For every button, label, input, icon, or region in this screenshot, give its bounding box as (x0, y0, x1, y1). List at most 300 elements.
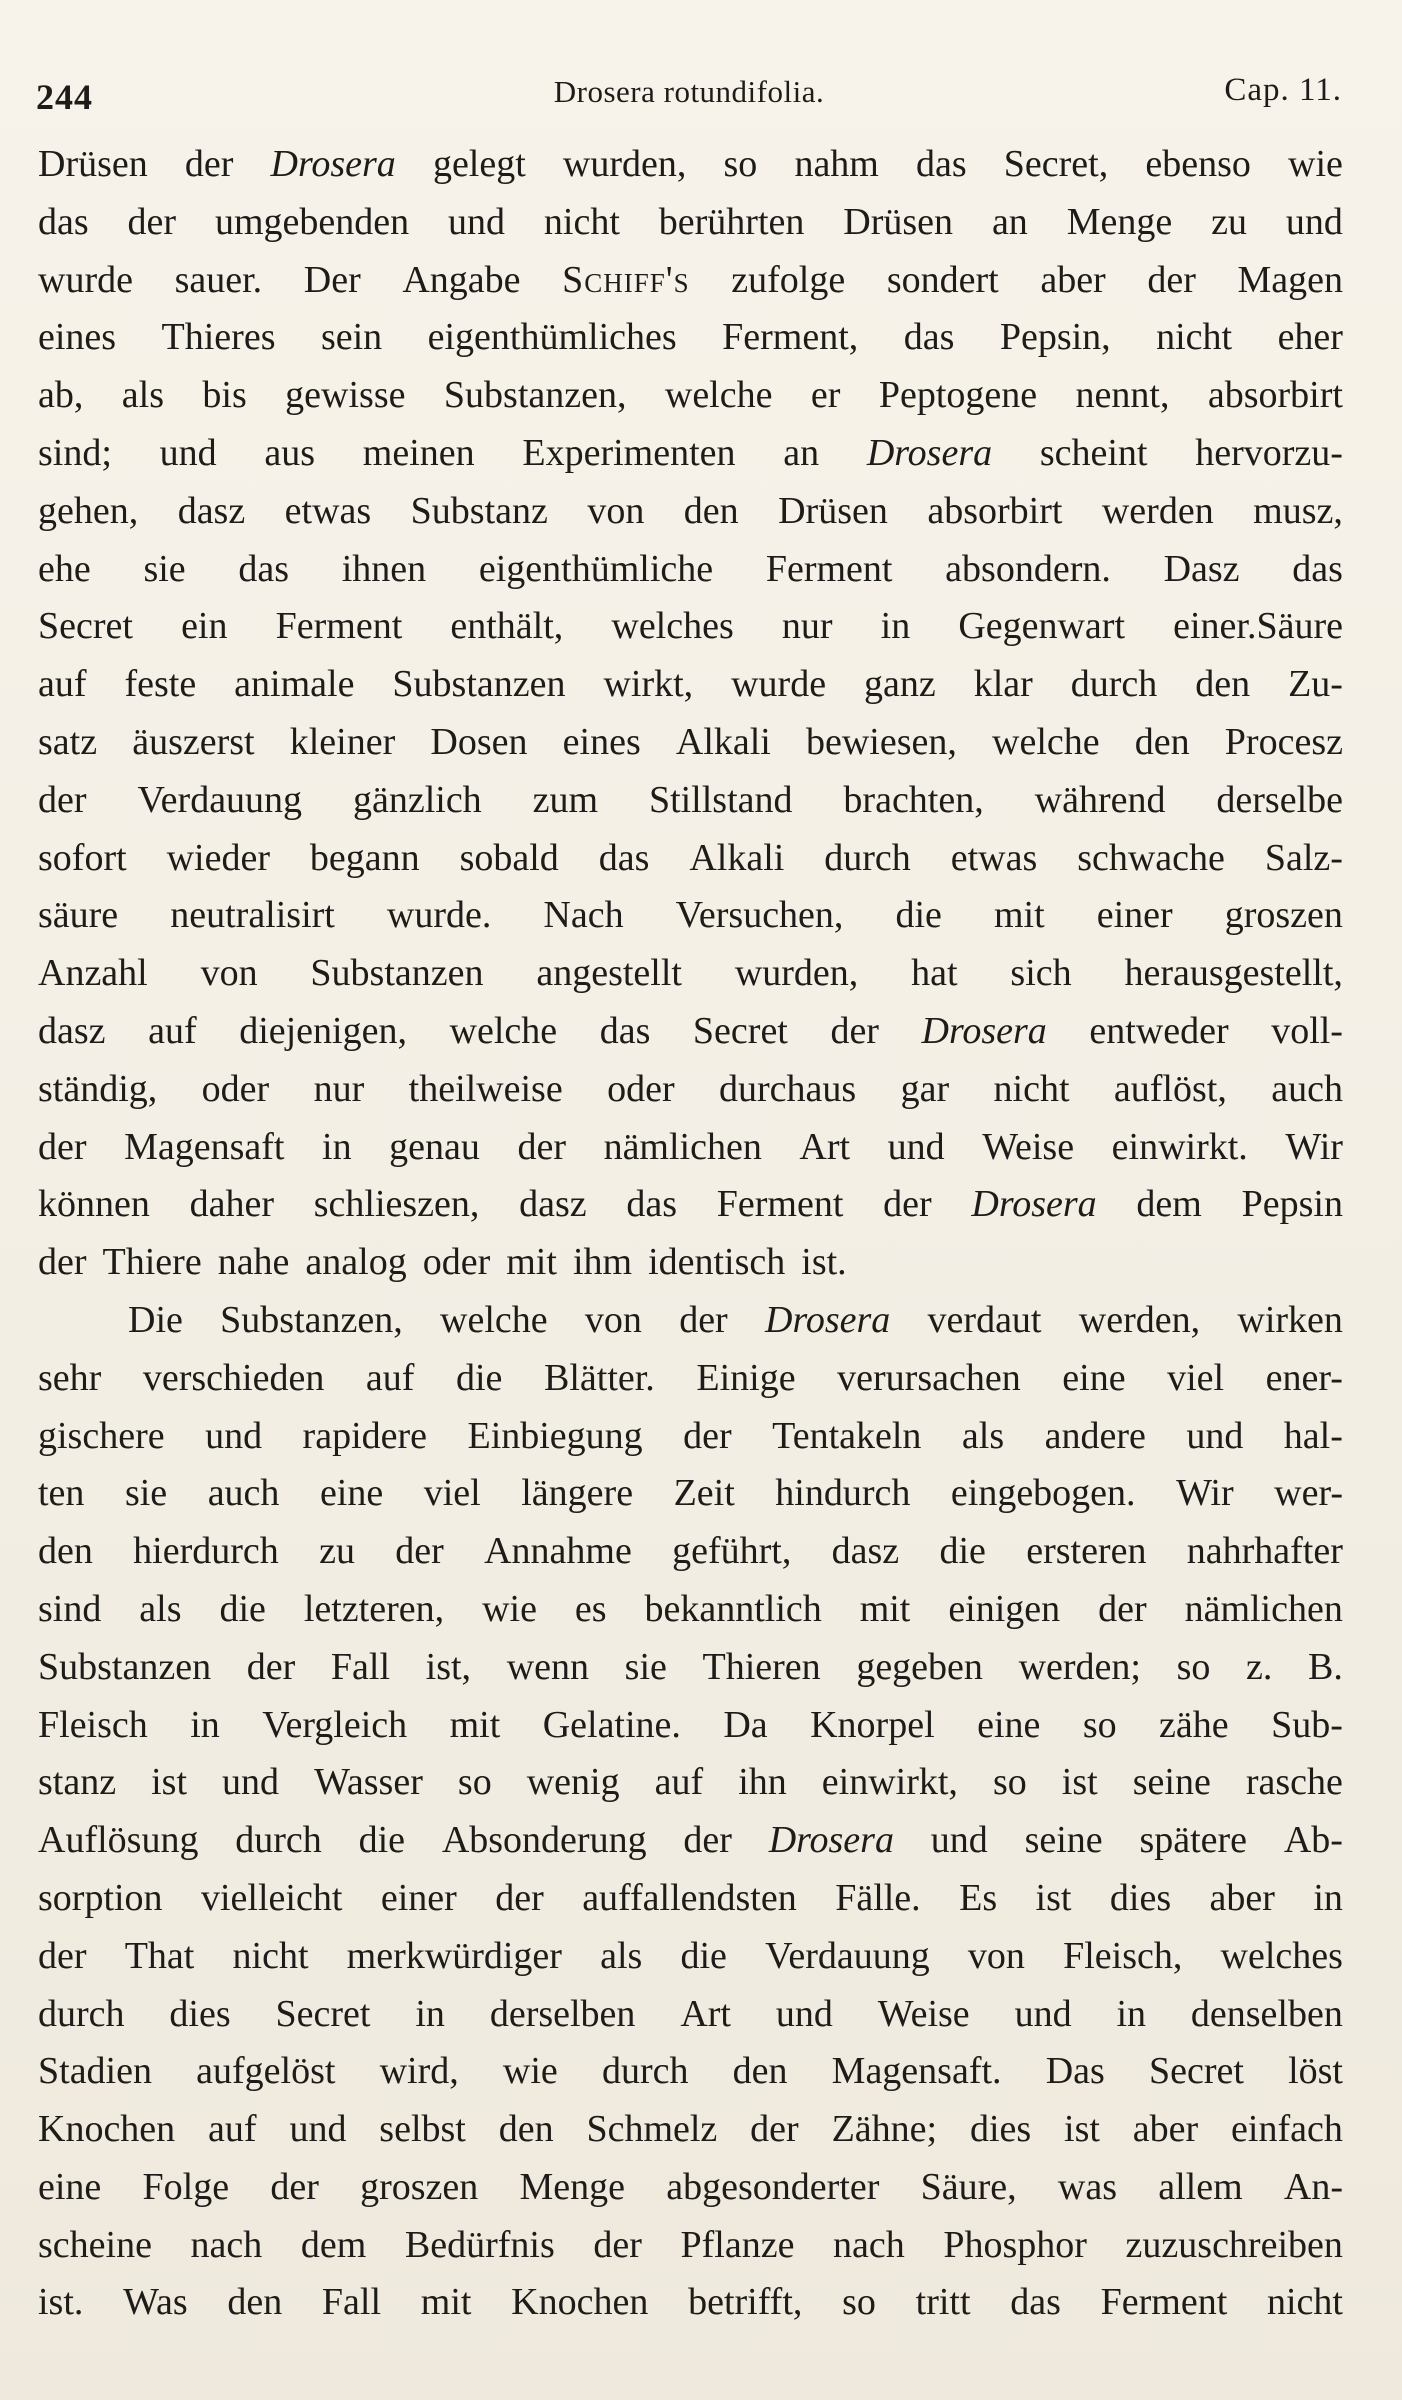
word: nicht (993, 1067, 1070, 1110)
word: dem (1136, 1183, 1202, 1226)
page-number: 244 (36, 77, 93, 117)
word: und (205, 1414, 263, 1457)
word: kleiner (289, 720, 396, 763)
word: Es (959, 1876, 998, 1919)
running-title: Drosera rotundifolia. (553, 74, 825, 109)
text-line (38, 662, 1343, 720)
word: gischere (38, 1414, 165, 1457)
word: ist. (38, 2281, 84, 2324)
word: wurden, (734, 952, 859, 995)
word: wenn (506, 1645, 590, 1688)
word: welche (449, 1009, 558, 1052)
word: das (1010, 2281, 1061, 2324)
word: enthält, (450, 605, 564, 648)
word: nicht (1266, 2281, 1343, 2324)
word: von (200, 952, 258, 995)
text-line (38, 1587, 1343, 1645)
word: begann (309, 836, 420, 879)
word: oder (607, 1067, 675, 1110)
word: nennt, (1075, 374, 1170, 417)
word: viel (1167, 1356, 1225, 1399)
word: aber (1209, 1876, 1275, 1919)
word: bekanntlich (644, 1587, 822, 1630)
text-line (38, 489, 1343, 547)
text-line (38, 836, 1343, 894)
word: Weise (982, 1125, 1075, 1168)
word: die (680, 1934, 727, 1977)
word: Anzahl (38, 952, 148, 995)
word: einer (380, 1876, 457, 1919)
word: Die (128, 1298, 183, 1341)
word: Secret (692, 1009, 788, 1052)
word: schwache (1077, 836, 1225, 879)
word: durch (601, 2050, 689, 2093)
word: auffallendsten (582, 1876, 797, 1919)
word: Zähne; (831, 2108, 938, 2151)
word: der (38, 1241, 87, 1284)
word: klar (973, 663, 1033, 706)
word: Fall (321, 2281, 382, 2324)
word: ab, (38, 374, 84, 417)
word: Pflanze (680, 2223, 795, 2266)
word: ener- (1265, 1356, 1343, 1399)
word: denselben (1190, 1992, 1343, 2035)
word: ist, (425, 1645, 472, 1688)
word: Salz- (1264, 836, 1343, 879)
word: feste (124, 663, 197, 706)
word: sind (38, 1587, 102, 1630)
word: längere (521, 1472, 634, 1515)
word: That (124, 1934, 195, 1977)
word: das (38, 200, 89, 243)
word: seine (1024, 1819, 1103, 1862)
word: so (457, 1761, 492, 1804)
word: Procesz (1224, 720, 1343, 763)
text-line (38, 893, 1343, 951)
word: als (600, 1934, 643, 1977)
word: Thiere (102, 1241, 202, 1284)
word: Drosera (921, 1009, 1047, 1052)
word: angestellt (536, 952, 682, 995)
word: zum (532, 778, 599, 821)
word: so (723, 143, 758, 185)
word: Ferment (716, 1183, 844, 1226)
text-line (38, 373, 1343, 431)
word: bewiesen, (806, 720, 957, 763)
word: entweder (1089, 1009, 1229, 1052)
word: durch (38, 1992, 125, 2035)
word: sie (124, 1472, 168, 1515)
word: geführt, (672, 1530, 792, 1573)
word: z. (1246, 1645, 1273, 1688)
word: nämlichen (603, 1125, 762, 1168)
word: der (38, 1125, 87, 1168)
word: welche (440, 1298, 548, 1341)
word: als (961, 1414, 1005, 1457)
word: der (184, 143, 234, 185)
word: der (683, 1819, 732, 1862)
word: derselben (489, 1992, 636, 2035)
word: letzteren, (303, 1587, 445, 1630)
word: eines (38, 316, 117, 359)
word: ebenso (1145, 143, 1251, 185)
word: von (587, 489, 645, 532)
word: Secret (275, 1992, 371, 2035)
word: scheine (38, 2223, 152, 2266)
word: Fall (330, 1645, 391, 1688)
word: der (395, 1530, 444, 1573)
word: der (38, 778, 87, 821)
word: gehen, (38, 489, 139, 532)
word: einwirkt. (1111, 1125, 1248, 1168)
word: Dasz (1163, 547, 1240, 590)
word: absorbirt (927, 489, 1063, 532)
word: ist (151, 1761, 188, 1804)
word: und (289, 2108, 347, 2151)
text-line (38, 1934, 1343, 1992)
word: Fleisch, (1063, 1934, 1183, 1977)
word: musz, (1253, 489, 1343, 532)
word: neutralisirt (170, 894, 335, 937)
word: dies (1109, 1876, 1172, 1919)
word: Pepsin, (999, 316, 1111, 359)
word: hierdurch (133, 1530, 279, 1573)
text-line (38, 2280, 1343, 2338)
word: eine (1062, 1356, 1126, 1399)
word: auch (1271, 1067, 1343, 1110)
word: Verdauung (765, 1934, 930, 1977)
word: durch (824, 836, 911, 879)
word: rasche (1245, 1761, 1343, 1804)
word: verursachen (837, 1356, 1021, 1399)
word: ersteren (1026, 1530, 1147, 1573)
word: was (1057, 2165, 1118, 2208)
word: an (783, 431, 820, 474)
word: seine (1132, 1761, 1211, 1804)
word: Versuchen, (675, 894, 844, 937)
word: theilweise (408, 1067, 563, 1110)
word: Sub- (1271, 1703, 1343, 1746)
word: Stadien (38, 2050, 152, 2093)
word: der (517, 1125, 566, 1168)
word: zu (319, 1530, 355, 1573)
word: sie (624, 1645, 667, 1688)
word: Fälle. (835, 1876, 921, 1919)
word: gänzlich (352, 778, 482, 821)
word: so (1082, 1703, 1117, 1746)
word: hat (911, 952, 958, 995)
word: Einbiegung (467, 1414, 643, 1457)
text-line (38, 778, 1343, 836)
word: etwas (284, 489, 372, 532)
word: eigenthümliches (427, 316, 677, 359)
word: so (1176, 1645, 1211, 1688)
word: Knochen (511, 2281, 649, 2324)
word: Secret (38, 605, 133, 648)
word: mit (859, 1587, 911, 1630)
word: nahrhafter (1186, 1530, 1343, 1573)
word: Thieres (161, 316, 276, 359)
word: der (1098, 1587, 1147, 1630)
word: das (599, 1009, 651, 1052)
word: ist. (801, 1241, 847, 1284)
text-line (38, 142, 1343, 200)
word: das (903, 316, 955, 359)
word: und (930, 1819, 988, 1862)
word: einer.Säure (1173, 605, 1343, 648)
word: und (222, 1761, 280, 1804)
word: wurde. (386, 894, 492, 937)
word: ehe (38, 547, 91, 590)
word: merkwürdiger (346, 1934, 562, 1977)
text-line (38, 1760, 1343, 1818)
word: den (1134, 720, 1190, 763)
word: nicht (543, 200, 620, 243)
word: zähe (1159, 1703, 1229, 1746)
word: ständig, (38, 1067, 158, 1110)
word: durch (235, 1819, 322, 1862)
word: wieder (166, 836, 270, 879)
word: abgesonderter (666, 2165, 880, 2208)
word: wie (1288, 143, 1343, 185)
word: Ferment (275, 605, 403, 648)
text-line (38, 1125, 1343, 1183)
word: wirken (1237, 1298, 1343, 1341)
word: mit (506, 1241, 557, 1284)
text-line (38, 1703, 1343, 1761)
word: sind; (38, 431, 112, 474)
word: tritt (915, 2281, 971, 2324)
text-line (38, 1876, 1343, 1934)
text-line (38, 2223, 1343, 2281)
word: eine (319, 1472, 384, 1515)
word: aufgelöst (196, 2050, 336, 2093)
text-line (38, 1240, 1343, 1298)
text-line (38, 1529, 1343, 1587)
word: berührten (658, 200, 805, 243)
word: sehr (38, 1356, 102, 1399)
word: Zeit (673, 1472, 735, 1515)
word: eher (1277, 316, 1343, 359)
word: den (683, 489, 739, 532)
word: dasz (831, 1530, 900, 1573)
word: das (626, 1183, 678, 1226)
word: sofort (38, 836, 127, 879)
word: und (887, 1125, 945, 1168)
word: gegeben (856, 1645, 983, 1688)
word: sobald (459, 836, 559, 879)
word: Schmelz (586, 2108, 718, 2151)
word: den (1195, 663, 1251, 706)
word: nämlichen (1184, 1587, 1343, 1630)
word: eine (977, 1703, 1041, 1746)
word: Bedürfnis (404, 2223, 555, 2266)
word: Verdauung (137, 778, 303, 821)
word: können (38, 1183, 150, 1226)
word: andere (1044, 1414, 1146, 1457)
word: dies (969, 2108, 1032, 2151)
word: Ferment, (722, 316, 859, 359)
word: sorption (38, 1876, 163, 1919)
word: verschieden (142, 1356, 325, 1399)
word: spätere (1139, 1819, 1248, 1862)
text-line (38, 1414, 1343, 1472)
text-line (38, 315, 1343, 373)
word: wurden, (562, 143, 687, 185)
word: Wir (1285, 1125, 1343, 1168)
word: das (598, 836, 650, 879)
word: die (219, 1587, 266, 1630)
word: der (495, 1876, 544, 1919)
word: schlieszen, (313, 1183, 480, 1226)
text-line (38, 720, 1343, 778)
word: Nach (543, 894, 624, 937)
word: Thieren (702, 1645, 821, 1688)
word: Drosera (270, 143, 396, 185)
word: Was (123, 2281, 188, 2324)
word: auf (365, 1356, 415, 1399)
word: Dosen (430, 720, 528, 763)
word: absondern. (945, 547, 1111, 590)
word: einfach (1231, 2108, 1343, 2151)
word: mit (420, 2281, 472, 2324)
word: Tentakeln (772, 1414, 922, 1457)
text-line (38, 2049, 1343, 2107)
word: genau (389, 1125, 480, 1168)
word: bis (202, 374, 247, 417)
word: in (322, 1125, 352, 1168)
word: die (456, 1356, 503, 1399)
word: ist (1061, 1761, 1098, 1804)
word: hervorzu- (1195, 431, 1343, 474)
word: selbst (379, 2108, 466, 2151)
word: Peptogene (878, 374, 1038, 417)
word: wirkt, (603, 663, 694, 706)
word: dasz (38, 1009, 106, 1052)
word: werden; (1018, 1645, 1141, 1688)
word: Zu- (1288, 663, 1343, 706)
word: B. (1308, 1645, 1343, 1688)
word: es (574, 1587, 607, 1630)
text-line (38, 2165, 1343, 2223)
word: hal- (1283, 1414, 1343, 1457)
word: oder (422, 1241, 491, 1284)
word: identisch (648, 1241, 786, 1284)
text-line (38, 431, 1343, 489)
word: das (238, 547, 290, 590)
word: Folge (142, 2165, 230, 2208)
word: nicht (232, 1934, 309, 1977)
word: von (967, 1934, 1025, 1977)
word: Drüsen (843, 200, 954, 243)
word: auflöst, (1113, 1067, 1227, 1110)
word: Substanzen, (220, 1298, 403, 1341)
word: dem (300, 2223, 367, 2266)
word: Art (799, 1125, 851, 1168)
word: sich (1010, 952, 1072, 995)
word: Menge (1066, 200, 1173, 243)
word: Drüsen (778, 489, 888, 532)
word: aus (264, 431, 316, 474)
word: verdaut (927, 1298, 1042, 1341)
word: vielleicht (201, 1876, 343, 1919)
text-line (38, 1067, 1343, 1125)
word: aber (1132, 2108, 1199, 2151)
text-line (38, 951, 1343, 1009)
word: mit (449, 1703, 501, 1746)
word: nicht (1156, 316, 1233, 359)
word: Wir (1176, 1472, 1234, 1515)
word: eines (562, 720, 641, 763)
word: er (810, 374, 841, 417)
word: diejenigen, (239, 1009, 407, 1052)
word: an (991, 200, 1028, 243)
word: etwas (950, 836, 1038, 879)
word: auch (207, 1472, 280, 1515)
word: ganz (864, 663, 936, 706)
word: satz (38, 720, 98, 763)
word: der (593, 2223, 642, 2266)
word: die (358, 1819, 406, 1862)
word: den (498, 2108, 554, 2151)
word: welches (1220, 1934, 1343, 1977)
word: einwirkt, (821, 1761, 958, 1804)
word: auf (148, 1009, 197, 1052)
word: werden (1101, 489, 1214, 532)
word: wenig (526, 1761, 620, 1804)
word: in (880, 605, 911, 648)
word: wurde (731, 663, 827, 706)
word: durchaus (719, 1067, 857, 1110)
word: allem (1158, 2165, 1243, 2208)
word: säure (38, 894, 119, 937)
word: derselbe (1216, 778, 1343, 821)
word: ihnen (341, 547, 427, 590)
word: äuszerst (132, 720, 255, 763)
word: der (127, 200, 177, 243)
word: viel (423, 1472, 481, 1515)
word: meinen (362, 431, 475, 474)
word: die (895, 894, 942, 937)
word: Ferment (765, 547, 893, 590)
word: auf (654, 1761, 704, 1804)
word: wer- (1274, 1472, 1343, 1515)
word: Magensaft. (831, 2050, 1002, 2093)
word: Knochen (38, 2108, 176, 2151)
word: Menge (519, 2165, 626, 2208)
word: Substanzen (310, 952, 484, 995)
word: Angabe (402, 258, 521, 301)
word: zufolge (731, 258, 846, 301)
word: Einige (696, 1356, 796, 1399)
text-line (38, 1818, 1343, 1876)
word: der (883, 1183, 932, 1226)
word: auf (208, 2108, 257, 2151)
word: Magensaft (124, 1125, 285, 1168)
word: ihn (738, 1761, 787, 1804)
word: der (270, 2165, 319, 2208)
word: ist (1035, 1876, 1072, 1919)
word: aber (1040, 258, 1106, 301)
word: analog (305, 1241, 407, 1284)
word: die (939, 1530, 986, 1573)
word: Substanz (410, 489, 548, 532)
word: Auflösung (38, 1819, 199, 1862)
word: den (732, 2050, 788, 2093)
word: scheint (1039, 431, 1148, 474)
word: löst (1288, 2050, 1343, 2093)
word: Ab- (1283, 1819, 1343, 1862)
